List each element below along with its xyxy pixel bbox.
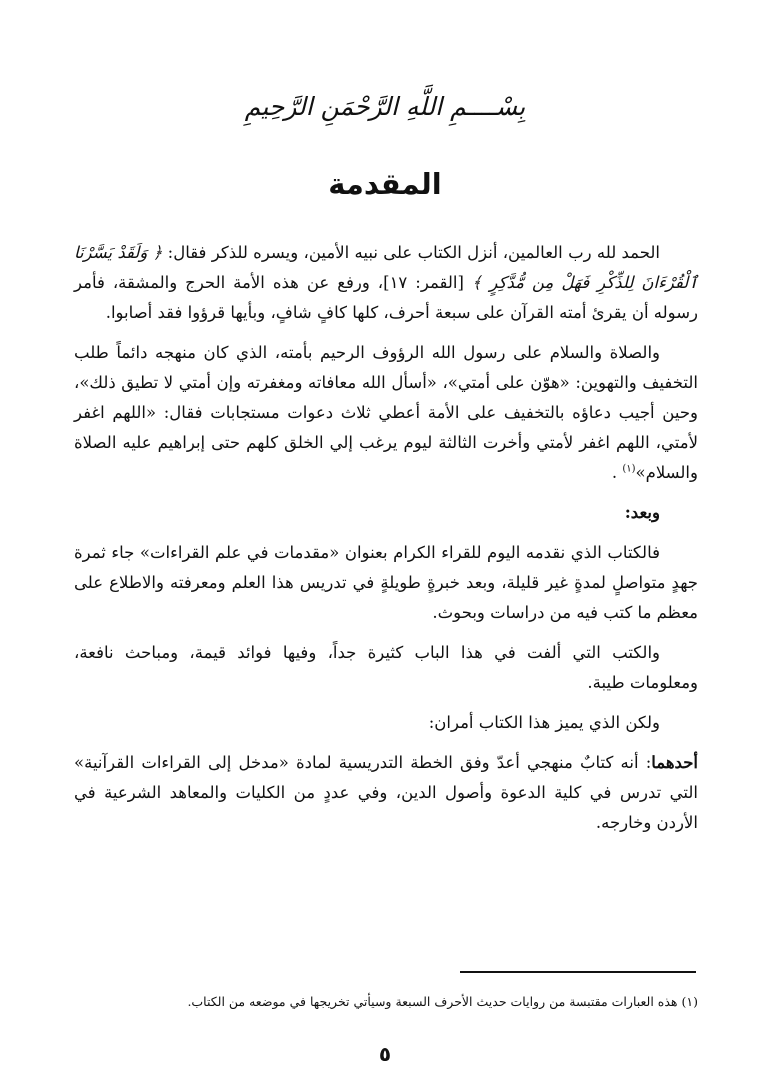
paragraph-7-text: : أنه كتابٌ منهجي أعدّ وفق الخطة التدريسية لمادة «مدخل إلى القراءات القرآنية» التي تدرس في كلية الدعوة وأصول الدين، وفي عددٍ من الكليات والمعاهد الشرعية في الأردن وخارجه.	[74, 753, 698, 832]
quran-verse: ﴿ وَلَقَدْ يَسَّرْنَا ٱلْقُرْءَانَ لِلذِّكْرِ فَهَلْ مِن مُّدَّكِرٍ ﴾	[74, 243, 698, 292]
page-title: المقدمة	[328, 167, 442, 201]
paragraph-4: فالكتاب الذي نقدمه اليوم للقراء الكرام بعنوان «مقدمات في علم القراءات» جاء ثمرة جهدٍ متواصلٍ لمدةٍ غير قليلة، وبعد خبرةٍ طويلةٍ في تدريس هذا العلم ومعرفته والاطلاع على معظم ما كتب فيه من دراسات وبحوث.	[74, 543, 698, 622]
footnote-text: هذه العبارات مقتبسة من روايات حديث الأحرف السبعة وسيأتي تخريجها في موضعه من الكتاب.	[187, 994, 678, 1009]
basmala-header	[0, 92, 770, 121]
footnote	[60, 992, 698, 1012]
paragraph-7-label: أحدهما	[651, 753, 698, 772]
paragraph-6: ولكن الذي يميز هذا الكتاب أمران:	[428, 713, 660, 732]
footnote-number: (١)	[681, 994, 698, 1009]
paragraph-2-end: .	[611, 463, 623, 482]
paragraph-1-text: الحمد لله رب العالمين، أنزل الكتاب على نبيه الأمين، ويسره للذكر فقال:	[167, 243, 660, 262]
page-number: ٥	[378, 1042, 392, 1066]
paragraph-5: والكتب التي ألفت في هذا الباب كثيرة جداً، وفيها فوائد قيمة، ومباحث نافعة، ومعلومات طيبة.	[74, 643, 698, 692]
paragraph-3: وبعد:	[624, 503, 660, 522]
basmala-text: بِسْــــمِ اللَّهِ الرَّحْمَنِ الرَّحِيمِ	[244, 92, 526, 121]
paragraph-2	[74, 338, 698, 488]
main-text	[74, 238, 698, 848]
paragraph-2-text: والصلاة والسلام على رسول الله الرؤوف الرحيم بأمته، الذي كان منهجه دائماً طلب التخفيف والتهوين: «هوّن على أمتي»، «أسأل الله معافاته ومغفرته وإن أمتي لا تطيق ذلك»، وحين أجيب دعاؤه بالتخفيف على الأمة أعطي ثلاث دعوات مستجابات فقال: «اللهم اغفر لأمتي، اللهم اغفر لأمتي وأخرت الثالثة ليوم يرغب إلي الخلق كلهم حتى إبراهيم عليه الصلاة والسلام»	[74, 343, 698, 482]
footnote-divider	[460, 971, 696, 973]
footnote-reference[interactable]: (١)	[622, 463, 636, 475]
paragraph-7	[74, 748, 698, 838]
paragraph-1	[74, 238, 698, 328]
paragraph-1-rest: [القمر: ١٧]، ورفع عن هذه الأمة الحرج والمشقة، فأمر رسوله أن يقرئ أمته القرآن على سبعة أحرف، كلها كافٍ شافٍ، وبأيها قرؤوا فقد أصابوا.	[74, 273, 698, 322]
